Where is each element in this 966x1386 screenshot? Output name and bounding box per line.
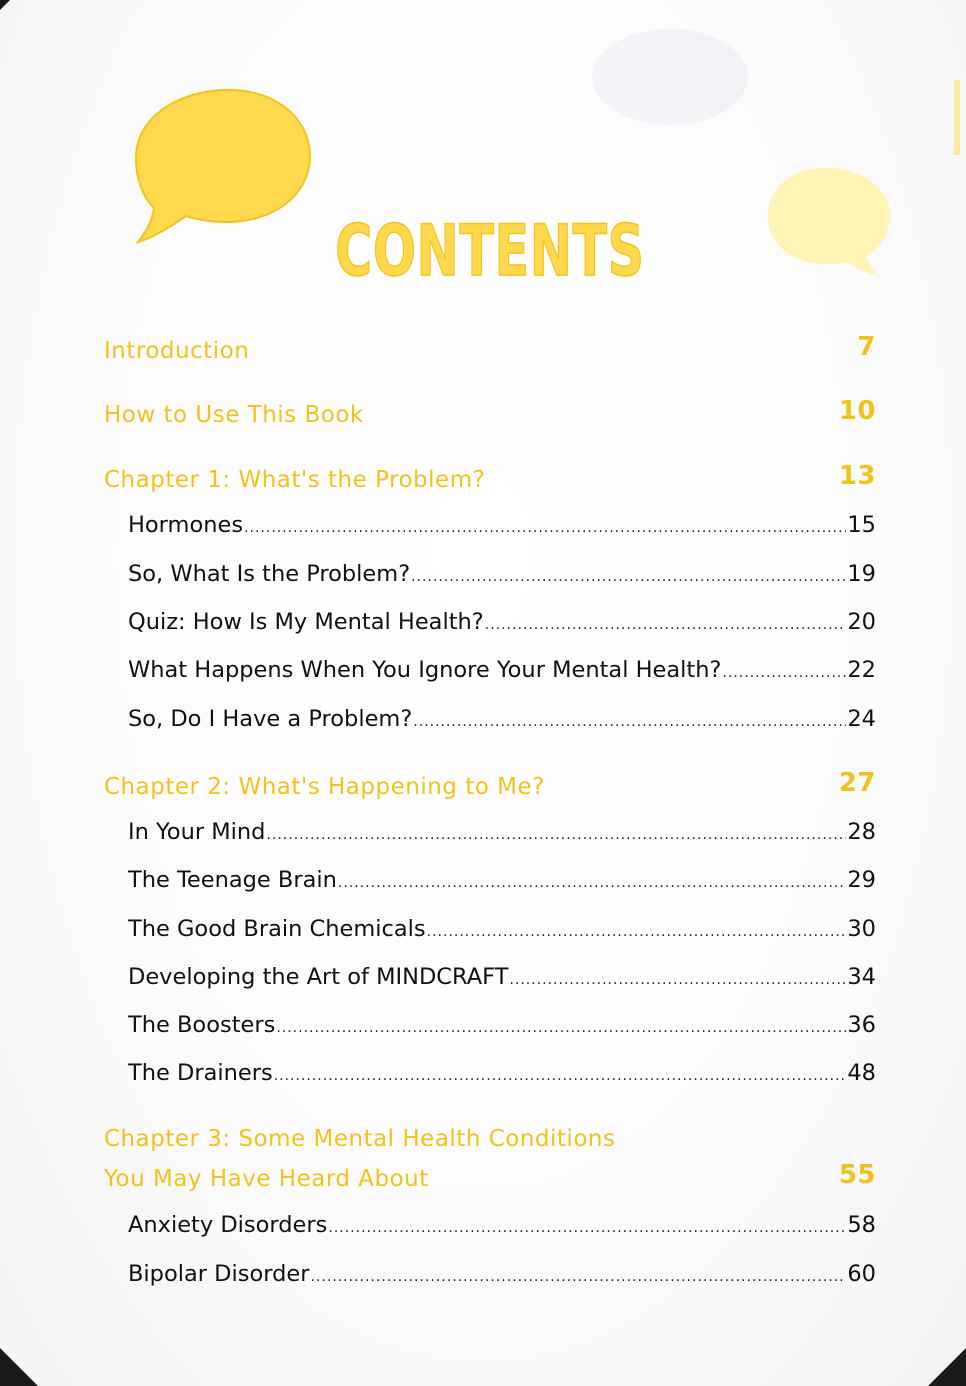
- toc-entry[interactable]: [128, 916, 876, 946]
- section-page-number: 10: [838, 396, 876, 426]
- entry-title: Quiz: How Is My Mental Health?: [128, 609, 484, 635]
- entry-title: So, What Is the Problem?: [128, 561, 411, 587]
- entry-title: Hormones: [128, 512, 244, 538]
- toc-entry[interactable]: [128, 819, 876, 849]
- toc-entry[interactable]: [128, 512, 876, 542]
- chapter-page-number: 27: [838, 768, 876, 798]
- toc-entry[interactable]: [128, 964, 876, 994]
- dot-leader: [328, 1221, 846, 1235]
- page-corner-bottom-left: [0, 1348, 38, 1386]
- chapter-title: Chapter 1: What's the Problem?: [104, 467, 486, 493]
- dot-leader: [244, 521, 846, 535]
- dot-leader: [266, 828, 846, 842]
- entry-page-number: 24: [847, 706, 876, 732]
- entry-title: What Happens When You Ignore Your Mental Health?: [128, 657, 722, 683]
- entry-page-number: 34: [847, 964, 876, 990]
- dot-leader: [274, 1069, 847, 1083]
- entry-title: So, Do I Have a Problem?: [128, 706, 413, 732]
- entry-page-number: 30: [847, 916, 876, 942]
- page-corner-bottom-right: [928, 1348, 966, 1386]
- chapter-title: Chapter 2: What's Happening to Me?: [104, 774, 545, 800]
- section-title: Introduction: [104, 338, 250, 364]
- entry-title: Anxiety Disorders: [128, 1212, 328, 1238]
- entry-title: The Drainers: [128, 1060, 273, 1086]
- toc-entry[interactable]: [128, 1060, 876, 1090]
- dot-leader: [427, 925, 847, 939]
- chapter-title-line-1: Chapter 3: Some Mental Health Conditions: [104, 1126, 616, 1152]
- dot-leader: [338, 876, 846, 890]
- entry-page-number: 22: [847, 657, 876, 683]
- entry-page-number: 15: [847, 512, 876, 538]
- section-page-number: 7: [857, 332, 876, 362]
- entry-page-number: 36: [847, 1012, 876, 1038]
- chapter-page-number: 13: [838, 461, 876, 491]
- entry-title: The Boosters: [128, 1012, 276, 1038]
- toc-entry[interactable]: [128, 1261, 876, 1291]
- entry-title: Bipolar Disorder: [128, 1261, 310, 1287]
- entry-title: The Teenage Brain: [128, 867, 337, 893]
- dot-leader: [509, 973, 846, 987]
- page-edge-mark: [954, 80, 960, 155]
- toc-entry[interactable]: [128, 609, 876, 639]
- toc-entry[interactable]: [128, 706, 876, 736]
- section-title: How to Use This Book: [104, 402, 364, 428]
- toc-entry[interactable]: [128, 867, 876, 897]
- dot-leader: [722, 666, 846, 680]
- toc-entry[interactable]: [128, 561, 876, 591]
- toc-entry[interactable]: [128, 1212, 876, 1242]
- chapter-title-line-2: You May Have Heard About: [104, 1166, 429, 1192]
- dot-leader: [411, 570, 846, 584]
- entry-page-number: 29: [847, 867, 876, 893]
- dot-leader: [310, 1270, 846, 1284]
- page-corner-top-left: [0, 0, 10, 10]
- entry-page-number: 58: [847, 1212, 876, 1238]
- entry-page-number: 19: [847, 561, 876, 587]
- entry-page-number: 60: [847, 1261, 876, 1287]
- dot-leader: [413, 715, 846, 729]
- dot-leader: [276, 1021, 846, 1035]
- toc-entry[interactable]: [128, 657, 876, 687]
- chapter-page-number: 55: [838, 1160, 876, 1190]
- toc-entry[interactable]: [128, 1012, 876, 1042]
- entry-title: In Your Mind: [128, 819, 266, 845]
- entry-page-number: 48: [847, 1060, 876, 1086]
- entry-page-number: 20: [847, 609, 876, 635]
- entry-page-number: 28: [847, 819, 876, 845]
- dot-leader: [485, 618, 847, 632]
- entry-title: The Good Brain Chemicals: [128, 916, 426, 942]
- faint-speech-bubble-icon: [580, 25, 750, 135]
- entry-title: Developing the Art of MINDCRAFT: [128, 964, 509, 990]
- page-title: CONTENTS: [335, 210, 645, 292]
